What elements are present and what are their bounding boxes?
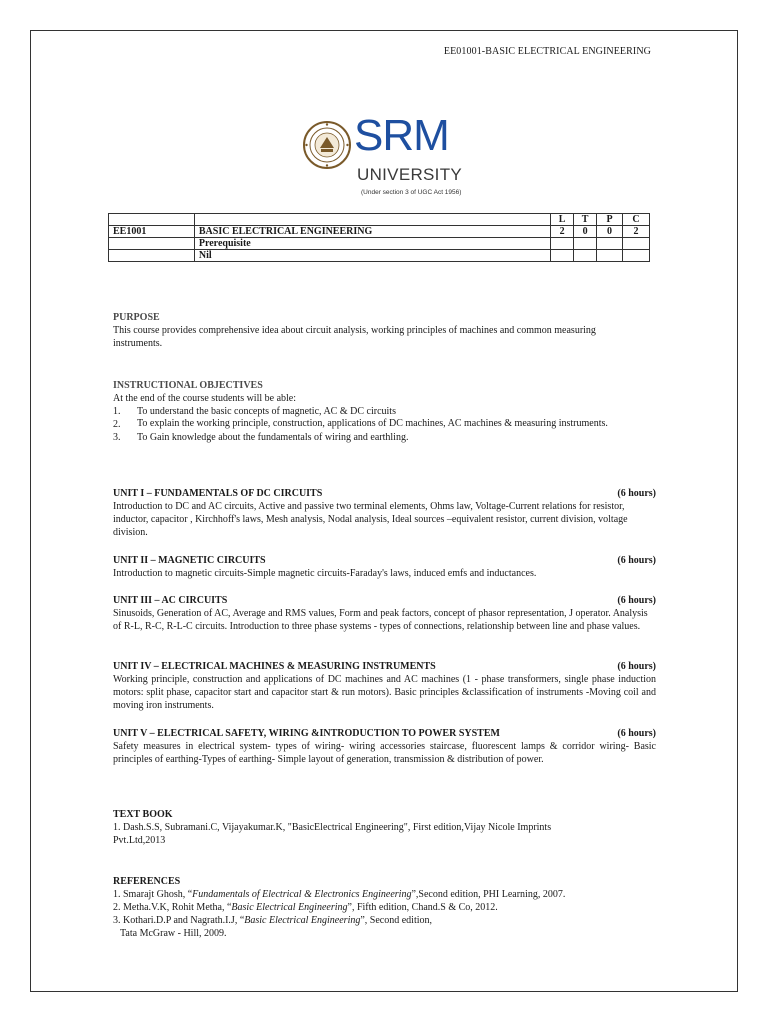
purpose-heading: PURPOSE [113,312,160,323]
list-item-text: To Gain knowledge about the fundamentals of wiring and earthling. [137,432,409,443]
logo-brand: SRM [354,111,449,160]
course-code-header: EE01001-BASIC ELECTRICAL ENGINEERING [443,46,651,57]
table-cell [551,238,574,250]
reference-suffix: ”,Second edition, PHI Learning, 2007. [411,889,566,900]
course-table [108,213,650,262]
reference-continuation: Tata McGraw - Hill, 2009. [120,928,227,939]
ltpc-value: 0 [597,226,623,238]
textbook-heading: TEXT BOOK [113,809,173,820]
ltpc-header: P [597,214,623,226]
university-logo [300,111,470,206]
table-cell [623,250,650,262]
reference-title: Basic Electrical Engineering [244,915,361,926]
unit-header [113,660,656,673]
list-item-number: 2. [113,419,121,430]
reference-prefix: 2. Metha.V.K, Rohit Metha, “ [113,902,232,913]
table-row [109,214,650,226]
unit-hours: (6 hours) [617,595,656,606]
unit-hours: (6 hours) [617,488,656,499]
list-item [113,418,656,431]
ltpc-value: 0 [574,226,597,238]
table-cell [109,250,195,262]
prerequisite-value: Nil [194,250,550,262]
unit-header [113,594,656,607]
list-item [113,431,656,444]
unit-5 [113,727,656,766]
logo-note: (Under section 3 of UGC Act 1956) [361,189,462,196]
reference-title: Basic Electrical Engineering [231,902,348,913]
unit-header [113,554,656,567]
prerequisite-label: Prerequisite [194,238,550,250]
unit-hours: (6 hours) [617,661,656,672]
unit-text: Introduction to magnetic circuits-Simple magnetic circuits-Faraday's laws, induced emfs and inductances. [113,568,537,579]
unit-1 [113,487,656,539]
unit-3 [113,594,656,633]
reference-prefix: 1. Smarajt Ghosh, “ [113,889,193,900]
unit-hours: (6 hours) [617,728,656,739]
unit-text: Sinusoids, Generation of AC, Average and RMS values, Form and peak factors, concept of phasor representation, J operator. Analysis of R-L, R-C, R-L-C circuits. Introduction to three phase systems - types of connections, relationship between line and phase values. [113,608,648,632]
unit-title: UNIT III – AC CIRCUITS [113,595,228,606]
unit-header [113,727,656,740]
unit-title: UNIT I – FUNDAMENTALS OF DC CIRCUITS [113,488,323,499]
reference-suffix: ”, Second edition, [360,915,433,926]
reference-title: Fundamentals of Electrical & Electronics Engineering [192,889,412,900]
table-cell [194,214,550,226]
reference-item [113,888,656,901]
unit-hours: (6 hours) [617,555,656,566]
unit-2 [113,554,656,580]
purpose-section [113,311,656,350]
references-heading: REFERENCES [113,876,181,887]
table-cell [109,238,195,250]
table-cell [597,238,623,250]
textbook-line: 1. Dash.S.S, Subramani.C, Vijayakumar.K, "BasicElectrical Engineering", First edition,Vijay Nicole Imprints [113,822,552,833]
unit-text: Introduction to DC and AC circuits, Active and passive two terminal elements, Ohms law, Voltage-Current relations for resistor, inductor, capacitor , Kirchhoff's laws, Mesh analysis, Nodal analysis, Ideal sources –equivalent resistor, current division, voltage division. [113,501,628,538]
university-seal-icon [302,120,352,170]
table-cell [623,238,650,250]
textbook-line: Pvt.Ltd,2013 [113,835,166,846]
reference-item [113,901,656,914]
list-item-number: 3. [113,432,121,443]
table-row [109,250,650,262]
table-cell [597,250,623,262]
list-item [113,405,656,418]
unit-text: Working principle, construction and applications of DC machines and AC machines (1 - phase transformers, single phase induction motors: split phase, capacitor start and capacitor start & run motors). Basic principles &classification of instruments -Moving coil and moving iron instruments. [113,674,656,711]
objectives-list [113,405,656,444]
objectives-intro: At the end of the course students will be able: [113,393,297,404]
unit-text: Safety measures in electrical system- types of wiring- wiring accessories staircase, fluorescent lamps & corridor wiring- Basic principles of earthing-Types of earthing- Simple layout of generation, transmission & distribution of power. [113,741,656,765]
objectives-section [113,379,656,444]
ltpc-value: 2 [551,226,574,238]
ltpc-header: C [623,214,650,226]
table-cell [574,238,597,250]
textbook-section [113,808,656,847]
ltpc-header: L [551,214,574,226]
table-row [109,226,650,238]
reference-item [113,914,656,927]
objectives-heading: INSTRUCTIONAL OBJECTIVES [113,380,263,391]
table-cell [574,250,597,262]
unit-4 [113,660,656,712]
course-code: EE1001 [109,226,195,238]
unit-header [113,487,656,500]
unit-title: UNIT V – ELECTRICAL SAFETY, WIRING &INTRODUCTION TO POWER SYSTEM [113,728,500,739]
course-title: BASIC ELECTRICAL ENGINEERING [194,226,550,238]
table-row [109,238,650,250]
reference-suffix: ”, Fifth edition, Chand.S & Co, 2012. [347,902,498,913]
logo-subtitle: UNIVERSITY [357,165,463,184]
table-cell [551,250,574,262]
references-section [113,875,656,940]
list-item-text: To explain the working principle, construction, applications of DC machines, AC machines & measuring instruments. [137,418,608,429]
unit-title: UNIT IV – ELECTRICAL MACHINES & MEASURING INSTRUMENTS [113,661,436,672]
table-cell [109,214,195,226]
reference-prefix: 3. Kothari.D.P and Nagrath.I.J, “ [113,915,245,926]
list-item-number: 1. [113,406,121,417]
ltpc-value: 2 [623,226,650,238]
list-item-text: To understand the basic concepts of magnetic, AC & DC circuits [137,406,396,417]
purpose-text: This course provides comprehensive idea about circuit analysis, working principles of machines and common measuring instruments. [113,325,596,349]
ltpc-header: T [574,214,597,226]
unit-title: UNIT II – MAGNETIC CIRCUITS [113,555,266,566]
